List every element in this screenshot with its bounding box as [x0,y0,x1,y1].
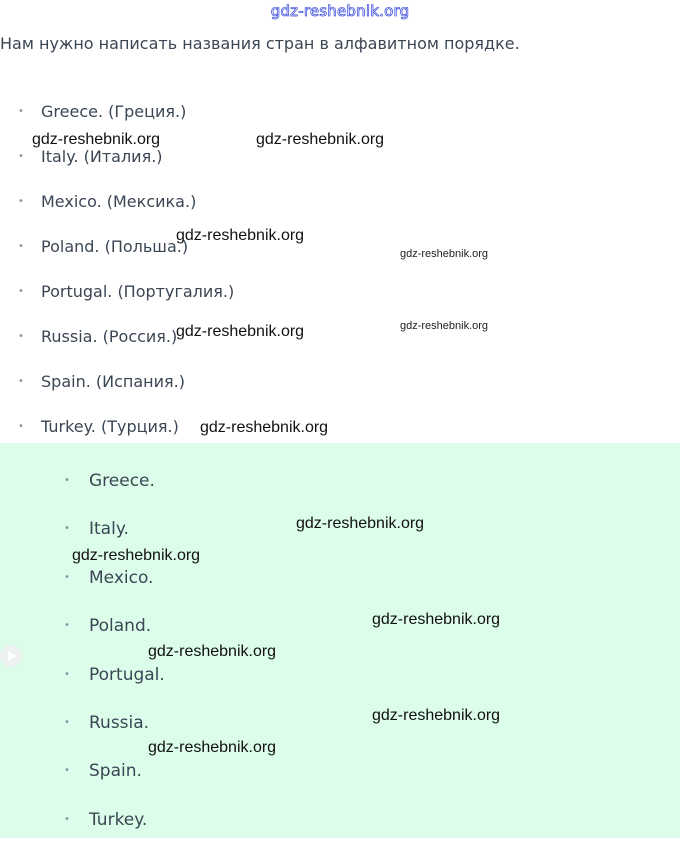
list-item-text: Spain. (Испания.) [41,372,185,391]
bullet-icon: • [18,151,24,162]
bullet-icon: • [64,620,70,632]
list-item-text: Italy. [89,519,129,540]
answer-block [0,443,680,838]
bullet-icon: • [18,331,24,342]
list-item [0,134,234,179]
list-item-text: Poland. [89,616,152,637]
country-list-with-translation [0,89,234,449]
list-item [0,314,234,359]
bullet-icon: • [64,523,70,535]
watermark: gdz-reshebnik.org [148,643,277,660]
watermark: gdz-reshebnik.org [176,323,305,340]
list-item-text: Portugal. (Португалия.) [41,282,235,301]
list-item [0,224,234,269]
list-item-text: Mexico. (Мексика.) [41,192,197,211]
list-item [0,89,234,134]
bullet-icon: • [18,106,24,117]
list-item [0,800,165,848]
bullet-icon: • [18,196,24,207]
list-item [0,509,165,557]
list-item-text: Portugal. [89,664,165,685]
bullet-icon: • [64,765,70,777]
watermark: gdz-reshebnik.org [72,547,201,564]
bullet-icon: • [64,475,70,486]
watermark: gdz-reshebnik.org [148,739,277,756]
watermark: gdz-reshebnik.org [372,611,501,628]
bullet-icon: • [64,716,70,728]
watermark: gdz-reshebnik.org [296,515,425,532]
bullet-icon: • [64,813,70,825]
list-item [0,655,165,703]
watermark: gdz-reshebnik.org [400,320,489,332]
list-item-text: Turkey. (Турция.) [41,417,179,436]
play-icon[interactable] [0,645,22,667]
list-item-text: Russia. [89,712,150,733]
list-item-text: Spain. [89,761,142,782]
bullet-icon: • [18,376,24,387]
watermark: gdz-reshebnik.org [400,248,489,260]
bullet-icon: • [18,241,24,252]
watermark: gdz-reshebnik.org [256,131,385,148]
list-item-text: Greece. (Греция.) [41,102,187,121]
list-item-text: Turkey. [89,809,148,830]
list-item [0,703,165,751]
site-title[interactable]: gdz-reshebnik.org [270,2,410,20]
bullet-icon: • [18,421,24,432]
bullet-icon: • [64,668,70,680]
list-item-text: Poland. (Польша.) [41,237,189,256]
list-item [0,606,165,654]
list-item [0,269,234,314]
list-item [0,558,165,606]
list-item [0,751,165,799]
watermark: gdz-reshebnik.org [200,419,329,436]
bullet-icon: • [64,571,70,583]
task-instruction: Нам нужно написать названия стран в алфавитном порядке. [0,34,520,53]
bullet-icon: • [18,286,24,297]
list-item [0,179,234,224]
list-item-text: Mexico. [89,567,154,588]
list-item-text: Greece. [89,471,155,491]
watermark: gdz-reshebnik.org [372,707,501,724]
watermark: gdz-reshebnik.org [176,227,305,244]
list-item [0,461,165,509]
list-item [0,359,234,404]
watermark: gdz-reshebnik.org [32,131,161,148]
list-item-text: Italy. (Италия.) [41,147,163,166]
answer-country-list [0,461,165,848]
list-item-text: Russia. (Россия.) [41,327,178,346]
